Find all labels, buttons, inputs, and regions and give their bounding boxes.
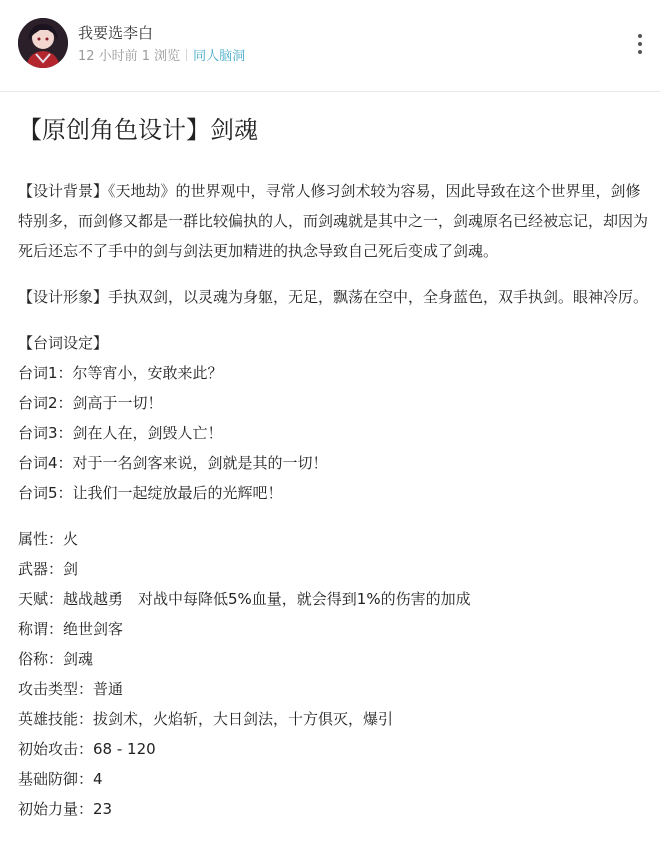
attribute-line: 初始力量：23 [18,800,113,818]
attribute-line: 英雄技能：拔剑术，火焰斩，大日剑法，十方俱灭，爆引 [18,710,394,728]
list-item: 台词3：剑在人在，剑毁人亡！ [18,424,223,442]
design-appearance: 【设计形象】手执双剑，以灵魂为身躯，无足，飘荡在空中，全身蓝色，双手执剑。眼神冷厉。 [18,288,649,306]
attribute-line: 攻击类型：普通 [18,680,124,698]
attribute-line: 称谓：绝世剑客 [18,620,124,638]
author-name[interactable]: 我要选李白 [78,24,154,42]
post-body [18,176,648,824]
attribute-line: 初始攻击：68 - 120 [18,740,156,758]
post-header [0,0,660,92]
avatar[interactable] [18,18,68,68]
view-count: 1 浏览 [141,49,181,64]
attribute-line: 基础防御：4 [18,770,103,788]
meta-divider [186,49,187,61]
attribute-line: 属性：火 [18,530,79,548]
post-time: 12 小时前 [78,49,138,64]
post-title: 【原创角色设计】剑魂 [18,116,258,144]
lines-header: 【台词设定】 [18,334,109,352]
avatar-image [18,18,68,68]
attribute-line: 武器：剑 [18,560,79,578]
list-item: 台词5：让我们一起绽放最后的光辉吧！ [18,484,283,502]
list-item: 台词1：尔等宵小，安敢来此？ [18,364,223,382]
spacer [18,508,648,524]
post-meta [78,48,249,66]
attribute-line: 俗称：剑魂 [18,650,94,668]
design-background: 【设计背景】《天地劫》的世界观中，寻常人修习剑术较为容易，因此导致在这个世界里，剑修特别多，而剑修又都是一群比较偏执的人，而剑魂就是其中之一，剑魂原名已经被忘记，却因为死后还忘不了手中的剑与剑法更加精进的执念导致自己死后变成了剑魂。 [18,182,649,260]
list-item: 台词4：对于一名剑客来说，剑就是其的一切！ [18,454,328,472]
more-vertical-icon[interactable] [636,34,644,56]
attribute-line: 天赋：越战越勇 对战中每降低5%血量，就会得到1%的伤害的加成 [18,590,471,608]
list-item: 台词2：剑高于一切！ [18,394,163,412]
group-link[interactable]: 同人脑洞 [193,49,246,64]
